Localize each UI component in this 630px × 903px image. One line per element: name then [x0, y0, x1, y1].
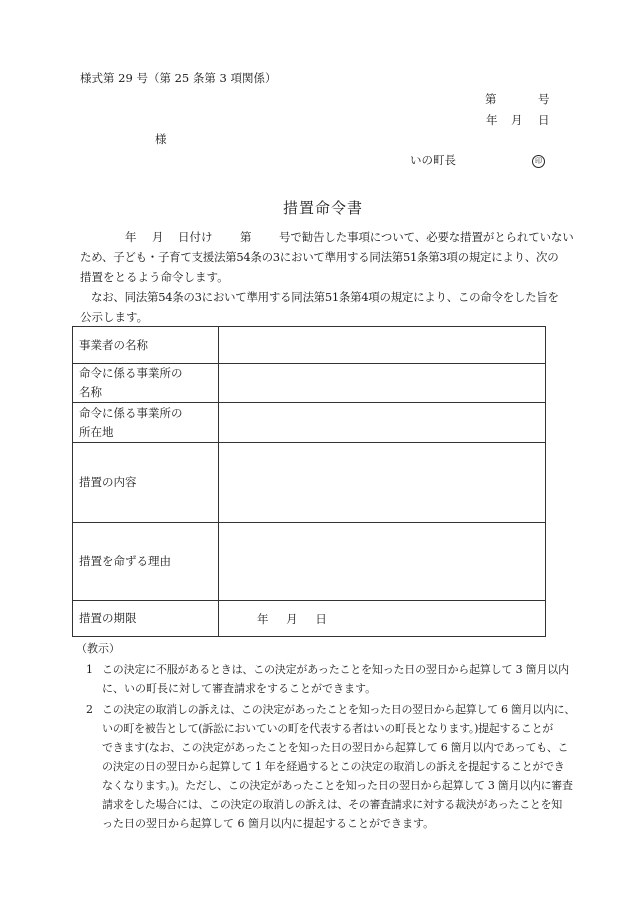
table-row: [73, 403, 546, 443]
instruction-line: この決定に不服があるときは、この決定があったことを知った日の翌日から起算して 3 箇月以内: [102, 663, 569, 676]
table-row: [73, 364, 546, 403]
date-month: 月: [511, 113, 523, 127]
value-office-name: [219, 364, 546, 403]
seal-mark: 印: [532, 154, 545, 168]
body-line-4: なお、同法第54条の3において準用する同法第51条第4項の規定により、この命令をした旨を: [91, 290, 559, 304]
label-measure-content: 措置の内容: [73, 443, 219, 523]
body-nen: 年: [125, 230, 137, 244]
document-number-go: 号: [538, 92, 550, 106]
value-business-name: [219, 327, 546, 364]
body-dai: 第: [240, 230, 252, 244]
deadline-year: 年: [257, 611, 269, 626]
instructions: [76, 639, 576, 833]
deadline-day: 日: [315, 611, 327, 626]
instruction-item-1: [80, 660, 569, 698]
table-row: [73, 327, 546, 364]
instruction-line: に、いの町長に対して審査請求をすることができます。: [102, 682, 377, 695]
label-measure-deadline: 措置の期限: [73, 601, 219, 637]
measure-table: [72, 326, 546, 637]
document-title: 措置命令書: [283, 199, 364, 217]
deadline-month: 月: [286, 611, 298, 626]
table-row: [73, 601, 546, 637]
value-office-address: [219, 403, 546, 443]
label-measure-reason: 措置を命ずる理由: [73, 523, 219, 601]
body-line-3: 措置をとるよう命令します。: [80, 270, 229, 284]
instruction-line: った日の翌日から起算して 6 箇月以内に提起することができます。: [102, 817, 435, 830]
date-year: 年: [486, 113, 498, 127]
body-tsuki: 月: [152, 230, 164, 244]
instruction-line: なくなります。)。ただし、この決定があったことを知った日の翌日から起算して 3 箇月以内に審査: [102, 779, 573, 792]
instructions-heading: （教示）: [76, 642, 120, 655]
body-paragraph: [80, 247, 559, 327]
instruction-item-2: [80, 700, 576, 833]
body-hizuke: 日付け: [178, 230, 213, 244]
label-business-name: 事業者の名称: [73, 327, 219, 364]
body-line-1: 号で勧告した事項について、必要な措置がとられていない: [279, 230, 574, 244]
instruction-number: 1: [86, 663, 93, 676]
instruction-line: この決定の取消しの訴えは、この決定があったことを知った日の翌日から起算して 6 箇月以内に、: [102, 703, 576, 716]
instruction-number: 2: [86, 703, 93, 716]
value-measure-deadline: [219, 601, 546, 637]
issuer-name: いの町長: [410, 153, 456, 167]
date-day: 日: [538, 113, 550, 127]
document-number-dai: 第: [485, 92, 497, 106]
label-office-name: 命令に係る事業所の 名称: [73, 364, 219, 403]
table-row: [73, 443, 546, 523]
value-measure-reason: [219, 523, 546, 601]
table-row: [73, 523, 546, 601]
addressee-sama: 様: [155, 132, 167, 146]
form-number: 様式第 29 号（第 25 条第 3 項関係）: [80, 71, 277, 85]
label-office-address: 命令に係る事業所の 所在地: [73, 403, 219, 443]
instruction-line: いの町を被告として(訴訟においていの町を代表する者はいの町長となります。)提起することが: [102, 722, 554, 735]
instruction-line: できます(なお、この決定があったことを知った日の翌日から起算して 6 箇月以内であっても、こ: [102, 741, 569, 754]
instruction-line: の決定の日の翌日から起算して 1 年を経過するとこの決定の取消しの訴えを提起することができ: [102, 760, 565, 773]
body-line-5: 公示します。: [80, 310, 149, 324]
body-line-2: ため、子ども・子育て支援法第54条の3において準用する同法第51条第3項の規定により、次の: [80, 250, 559, 264]
value-measure-content: [219, 443, 546, 523]
instruction-line: 請求をした場合には、この決定の取消しの訴えは、その審査請求に対する裁決があったことを知: [102, 798, 562, 811]
